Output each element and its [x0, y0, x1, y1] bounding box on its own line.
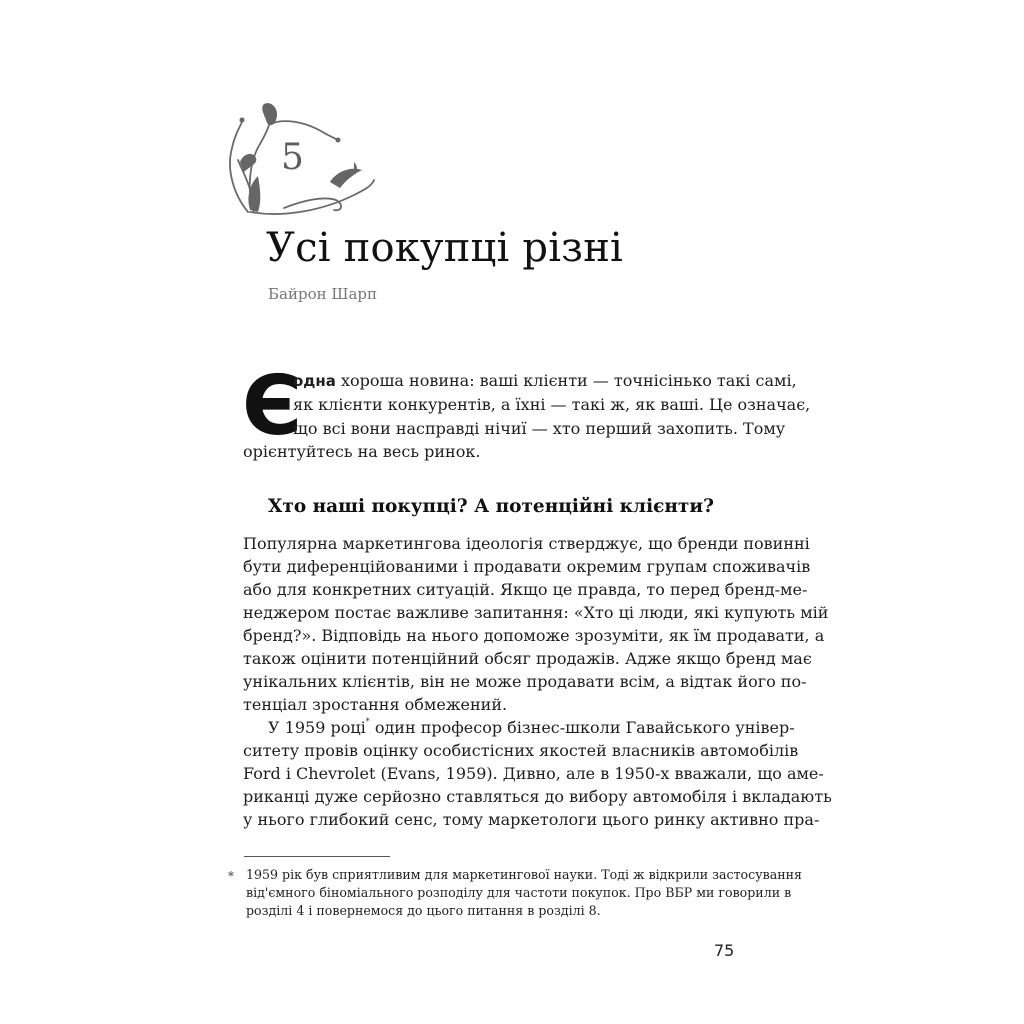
- page-number: 75: [714, 941, 735, 960]
- footnote-line: від'ємного біноміального розподілу для частоти покупок. Про ВБР ми говорили в: [246, 885, 792, 900]
- footnote-line: 1959 рік був сприятливим для маркетингової науки. Тоді ж відкрили застосування: [246, 867, 802, 882]
- footnote-reference[interactable]: *: [365, 717, 370, 726]
- drop-cap: Є: [242, 359, 303, 454]
- paragraph-line: ситету провів оцінку особистісних якостей власників автомобілів: [243, 741, 799, 760]
- paragraph-line: також оцінити потенційний обсяг продажів. Адже якщо бренд має: [243, 649, 812, 668]
- chapter-number: 5: [281, 137, 304, 178]
- paragraph-line: тенціал зростання обмежений.: [243, 695, 508, 714]
- footnote-divider: [244, 856, 390, 857]
- intro-line-4: орієнтуйтесь на весь ринок.: [243, 442, 481, 461]
- paragraph-line: унікальних клієнтів, він не може продавати всім, а відтак його по-: [243, 672, 807, 691]
- paragraph-line: Ford і Chevrolet (Evans, 1959). Дивно, але в 1950-х вважали, що аме-: [243, 764, 824, 783]
- intro-lead-word: одна: [293, 372, 336, 390]
- footnote-line: розділі 4 і повернемося до цього питання в розділі 8.: [246, 903, 601, 918]
- section-heading: Хто наші покупці? А потенційні клієнти?: [268, 496, 714, 517]
- footnote-marker: *: [228, 869, 234, 883]
- intro-line-1: одна хороша новина: ваші клієнти — точнісінько такі самі,: [293, 371, 797, 390]
- intro-line-2: як клієнти конкурентів, а їхні — такі ж, як ваші. Це означає,: [293, 395, 811, 414]
- paragraph-line: риканці дуже серйозно ставляться до вибору автомобіля і вкладають: [243, 787, 832, 806]
- intro-line-3: що всі вони насправді нічиї — хто перший захопить. Тому: [293, 419, 786, 438]
- paragraph-line: неджером постає важливе запитання: «Хто ці люди, які купують мій: [243, 603, 829, 622]
- chapter-title: Усі покупці різні: [266, 225, 624, 271]
- paragraph-line: бренд?». Відповідь на нього допоможе зрозуміти, як їм продавати, а: [243, 626, 825, 645]
- paragraph-line: у нього глибокий сенс, тому маркетологи цього ринку активно пра-: [243, 810, 820, 829]
- chapter-author: Байрон Шарп: [268, 285, 378, 303]
- paragraph-line: бути диференційованими і продавати окремим групам споживачів: [243, 557, 811, 576]
- paragraph-line: Популярна маркетингова ідеологія стверджує, що бренди повинні: [243, 534, 810, 553]
- paragraph-line-first: У 1959 році* один професор бізнес-школи Гавайського універ-: [268, 717, 795, 737]
- paragraph-line: або для конкретних ситуацій. Якщо це правда, то перед бренд-ме-: [243, 580, 808, 599]
